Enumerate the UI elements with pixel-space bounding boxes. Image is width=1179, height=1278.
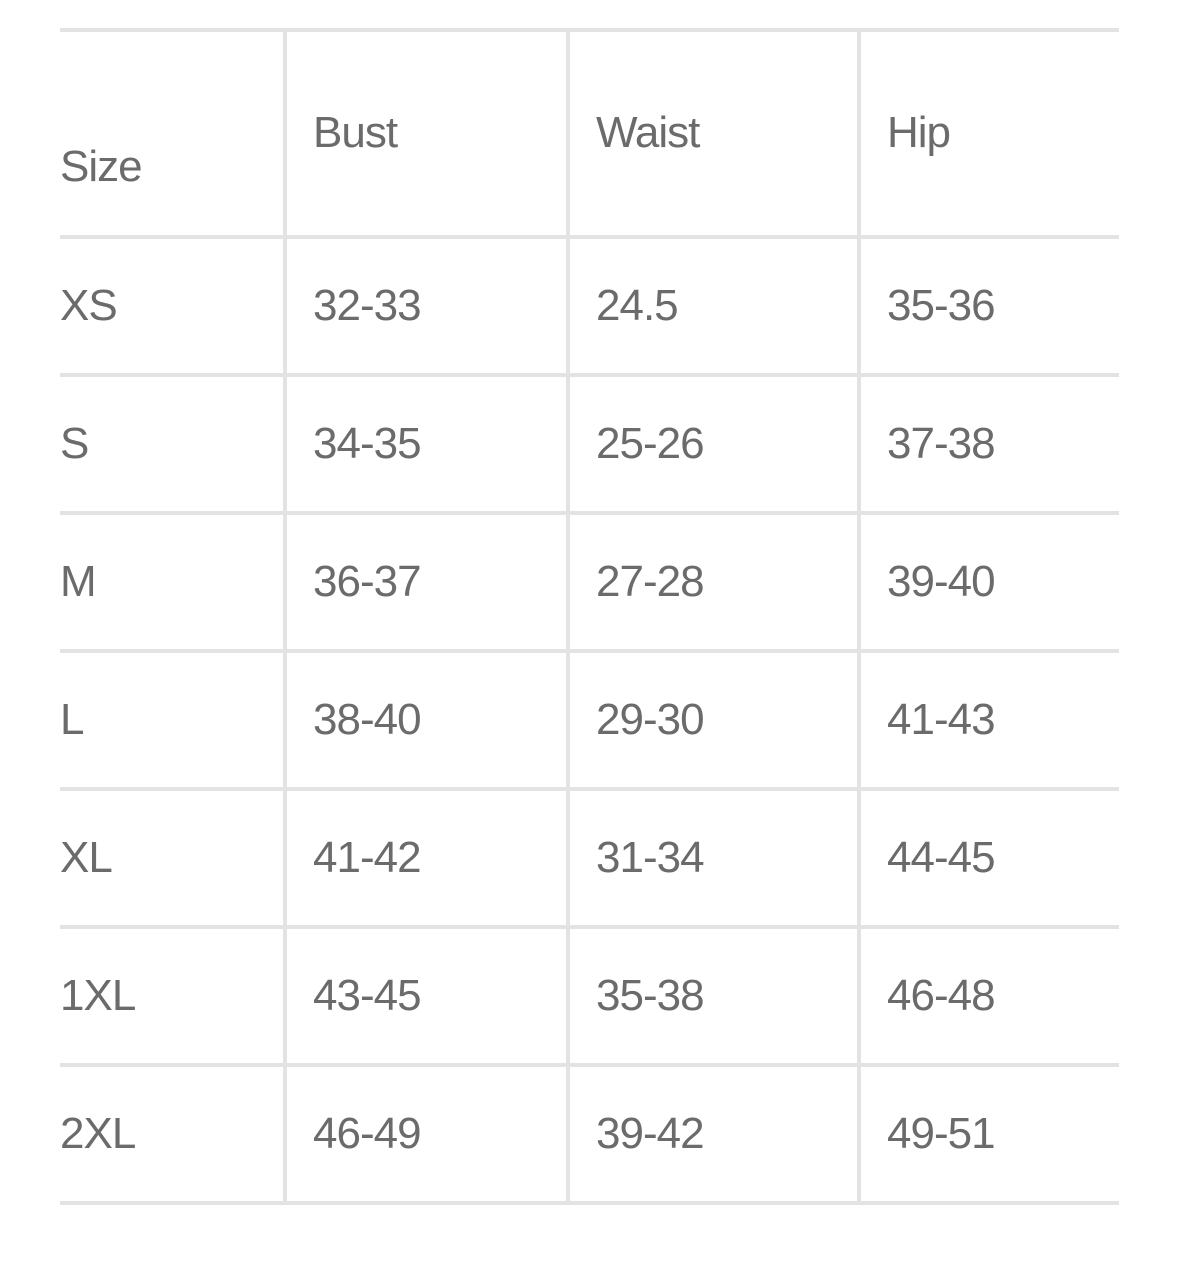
bust-cell: 41-42 xyxy=(285,789,568,927)
header-cell-size: Size xyxy=(60,142,142,192)
header-cell-hip: Hip xyxy=(859,30,1119,237)
header-cell-bust: Bust xyxy=(285,30,568,237)
hip-cell: 44-45 xyxy=(859,789,1119,927)
waist-cell: 24.5 xyxy=(568,237,859,375)
table-row-2xl xyxy=(60,1065,1119,1203)
hip-cell: 46-48 xyxy=(859,927,1119,1065)
bust-cell: 38-40 xyxy=(285,651,568,789)
size-chart-table xyxy=(60,28,1119,1205)
size-cell: S xyxy=(60,418,89,468)
bust-cell: 46-49 xyxy=(285,1065,568,1203)
hip-cell: 37-38 xyxy=(859,375,1119,513)
bust-cell: 36-37 xyxy=(285,513,568,651)
waist-cell: 27-28 xyxy=(568,513,859,651)
size-chart-container xyxy=(60,28,1119,1205)
bust-cell: 34-35 xyxy=(285,375,568,513)
table-row-l xyxy=(60,651,1119,789)
table-row-s xyxy=(60,375,1119,513)
waist-cell: 29-30 xyxy=(568,651,859,789)
size-cell: XL xyxy=(60,832,112,882)
table-row-m xyxy=(60,513,1119,651)
hip-cell: 35-36 xyxy=(859,237,1119,375)
size-chart-page xyxy=(0,28,1179,1278)
waist-cell: 35-38 xyxy=(568,927,859,1065)
waist-cell: 25-26 xyxy=(568,375,859,513)
waist-cell: 31-34 xyxy=(568,789,859,927)
size-cell: 1XL xyxy=(60,970,136,1020)
hip-cell: 39-40 xyxy=(859,513,1119,651)
size-cell: XS xyxy=(60,280,117,330)
size-cell: 2XL xyxy=(60,1108,136,1158)
size-cell: L xyxy=(60,694,84,744)
header-row xyxy=(60,30,1119,237)
bust-cell: 43-45 xyxy=(285,927,568,1065)
waist-cell: 39-42 xyxy=(568,1065,859,1203)
size-rows xyxy=(60,237,1119,1203)
hip-cell: 41-43 xyxy=(859,651,1119,789)
table-row-1xl xyxy=(60,927,1119,1065)
table-row-xs xyxy=(60,237,1119,375)
header-cell-waist: Waist xyxy=(568,30,859,237)
size-cell: M xyxy=(60,556,96,606)
table-row-xl xyxy=(60,789,1119,927)
bust-cell: 32-33 xyxy=(285,237,568,375)
hip-cell: 49-51 xyxy=(859,1065,1119,1203)
